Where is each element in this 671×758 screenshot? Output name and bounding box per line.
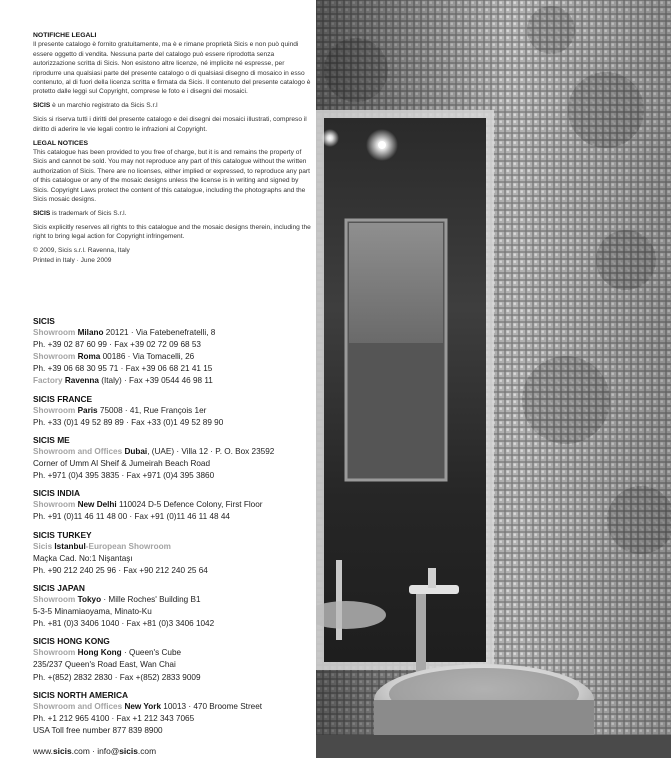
text-column: [0, 0, 316, 758]
office-address-line: 5-3-5 Minamiaoyama, Minato-Ku: [33, 607, 152, 617]
office-label: Showroom: [33, 352, 78, 362]
office-city: Istanbul: [54, 541, 86, 551]
office-label: Showroom: [33, 405, 78, 415]
office-heading: SICIS FRANCE: [33, 393, 93, 404]
office-address-line: Corner of Umm Al Sheif & Jumeirah Beach Road: [33, 459, 211, 469]
office-address: · Mille Roches' Building B1: [101, 594, 201, 604]
office-northamerica: [33, 689, 315, 737]
office-label: Showroom and Offices: [33, 446, 125, 456]
office-turkey: [33, 529, 315, 577]
photo-illustration: [316, 0, 671, 758]
legal-body-it: Il presente catalogo è fornito gratuitamente, ma è e rimane proprietà Sicis e non può quindi essere oggetto di vendita. Nessuna parte del catalogo può essere riprodotta senza autorizzazione scritta di Sicis. Non esistono altre licenze, né implicite né espresse, per riprodurre una qualsiasi parte del presente catalogo o di qualsiasi disegno di mosaico in esso contenuto, al di fuori della licenza scritta e firmata da Sicis. Il contenuto del presente catalogo è protetto dalle leggi sul Copyright, comprese le foto e i disegni dei mosaici.: [33, 41, 311, 96]
office-city: New York: [124, 701, 162, 711]
web-mid: .com · info@: [71, 746, 120, 756]
office-heading: SICIS TURKEY: [33, 529, 92, 540]
trademark-brand-en: SICIS: [33, 209, 51, 217]
office-label: Showroom: [33, 594, 78, 604]
ceiling-light-core: [378, 141, 386, 149]
office-line: [33, 647, 315, 659]
website-email-line[interactable]: [33, 745, 315, 757]
legal-body-en: This catalogue has been provided to you free of charge, but it is and remains the property of Sicis and cannot be sold. You may not reproduce any part of this catalogue without the written authorization of Sicis. There are no licenses, either implied or expressed, to reproduce any part of this catalogue or any of the mosaic designs unless the license is in writing and signed by Sicis. Copyright Laws protect the content of this catalogue, including the photographs and the Sicis mosaic designs.: [33, 148, 310, 203]
office-address: 20121 · Via Fatebenefratelli, 8: [103, 328, 216, 338]
office-city: Tokyo: [77, 594, 102, 604]
rights-it: Sicis si riserva tutti i diritti del presente catalogo e dei disegni dei mosaici illustrati, compreso il diritto di aderire le vie legali contro le infrazioni al Copyright.: [33, 116, 307, 133]
office-city: Dubai: [124, 446, 148, 456]
office-me: [33, 434, 315, 482]
office-line: [33, 594, 315, 606]
office-heading: SICIS HONG KONG: [33, 636, 110, 647]
office-phone: Ph. +90 212 240 25 96 · Fax +90 212 240 25 64: [33, 565, 208, 575]
office-heading: SICIS JAPAN: [33, 582, 85, 593]
office-address: · Queen's Cube: [121, 648, 182, 658]
office-address: 10013 · 470 Broome Street: [161, 701, 263, 711]
trademark-brand-it: SICIS: [33, 102, 51, 110]
office-hongkong: [33, 635, 315, 683]
legal-notices: [33, 31, 313, 265]
office-label: Showroom: [33, 648, 78, 658]
office-japan: [33, 582, 315, 630]
office-label: Showroom and Offices: [33, 701, 125, 711]
office-phone: Ph. +1 212 965 4100 · Fax +1 212 343 7065: [33, 713, 195, 723]
office-city: Hong Kong: [77, 648, 122, 658]
legal-heading-it: NOTIFICHE LEGALI: [33, 32, 97, 39]
office-phone: Ph. +91 (0)11 46 11 48 00 · Fax +91 (0)11 46 11 48 44: [33, 512, 230, 522]
office-directory: [33, 315, 315, 757]
office-line: [33, 405, 315, 417]
web-prefix: www.: [33, 746, 54, 756]
office-label: Showroom: [33, 500, 78, 510]
office-address: 00186 · Via Tomacelli, 26: [100, 352, 195, 362]
office-heading: SICIS: [33, 316, 55, 326]
office-heading: SICIS ME: [33, 434, 70, 445]
printed-line: Printed in Italy · June 2009: [33, 256, 112, 264]
office-line: [33, 375, 315, 387]
office-line: [33, 701, 315, 713]
office-line: [33, 499, 315, 511]
trademark-text-it: è un marchio registrato da Sicis S.r.l: [50, 102, 158, 110]
trademark-text-en: is trademark of Sicis S.r.l.: [50, 209, 127, 217]
office-address-line: Maçka Cad. No:1 Nişantaşı: [33, 553, 133, 563]
office-city: Ravenna: [64, 376, 99, 386]
office-city: Roma: [77, 352, 101, 362]
email-suffix: .com: [137, 746, 157, 756]
office-label-suffix: -European Showroom: [85, 541, 171, 551]
faucet-handle: [428, 568, 436, 588]
office-phone: Ph. +39 06 68 30 95 71 · Fax +39 06 68 21 41 15: [33, 364, 213, 374]
countertop: [316, 735, 671, 758]
copyright-line: © 2009, Sicis s.r.l. Ravenna, Italy: [33, 247, 130, 255]
office-phone: Ph. +971 (0)4 395 3835 · Fax +971 (0)4 395 3860: [33, 471, 215, 481]
office-tollfree: USA Toll free number 877 839 8900: [33, 725, 163, 735]
office-phone: Ph. +81 (0)3 3406 1040 · Fax +81 (0)3 3406 1042: [33, 619, 215, 629]
office-label: Showroom: [33, 328, 78, 338]
office-france: [33, 393, 315, 429]
mosaic-bathroom-photo: [316, 0, 671, 758]
office-phone: Ph. +33 (0)1 49 52 89 89 · Fax +33 (0)1 49 52 89 90: [33, 417, 224, 427]
office-heading: SICIS INDIA: [33, 488, 80, 499]
office-address-line: 235/237 Queen's Road East, Wan Chai: [33, 660, 176, 670]
office-phone: Ph. +(852) 2832 2830 · Fax +(852) 2833 9009: [33, 672, 201, 682]
office-line: [33, 541, 315, 553]
office-address: (Italy) · Fax +39 0544 46 98 11: [99, 376, 213, 386]
ceiling-light-icon: [321, 129, 339, 147]
office-city: Milano: [77, 328, 104, 338]
office-city: Paris: [77, 405, 98, 415]
frosted-panel: [349, 223, 443, 343]
office-india: [33, 487, 315, 523]
office-heading: SICIS NORTH AMERICA: [33, 689, 129, 700]
office-address: 110024 D-5 Defence Colony, First Floor: [116, 500, 263, 510]
office-line: [33, 446, 315, 458]
trademark-en: [33, 209, 313, 218]
office-line: [33, 351, 315, 363]
office-line: [33, 327, 315, 339]
web-brand: sicis: [53, 746, 72, 756]
office-phone: Ph. +39 02 87 60 99 · Fax +39 02 72 09 68 53: [33, 340, 201, 350]
office-label: Sicis: [33, 541, 55, 551]
office-address: , (UAE) · Villa 12 · P. O. Box 23592: [147, 446, 275, 456]
trademark-it: [33, 101, 313, 110]
rights-en: Sicis explicitly reserves all rights to this catalogue and the mosaic designs therein, including the right to bring legal action for Copyright infringement.: [33, 223, 311, 241]
office-address: 75008 · 41, Rue François 1er: [97, 405, 207, 415]
office-italy: [33, 315, 315, 388]
office-city: New Delhi: [77, 500, 117, 510]
legal-heading-en: LEGAL NOTICES: [33, 139, 89, 147]
office-label: Factory: [33, 376, 65, 386]
email-brand: sicis: [119, 746, 138, 756]
